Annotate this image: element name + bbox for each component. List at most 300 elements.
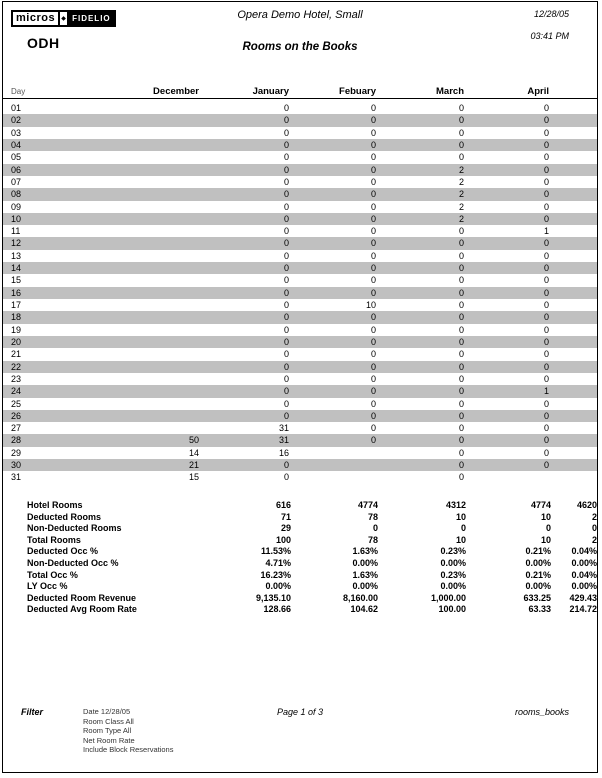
value-cell: [53, 188, 199, 200]
value-cell: 0: [283, 324, 289, 335]
value-cell: [53, 311, 199, 323]
value-cell: 21: [188, 460, 199, 471]
summary-value: 429.43: [569, 592, 597, 603]
filler-cell: [549, 151, 597, 163]
value-cell: 2: [458, 213, 464, 224]
value-cell: 1: [543, 226, 549, 237]
value-cell: 0: [283, 300, 289, 310]
summary-value: 0.23%: [440, 569, 466, 580]
summary-value: 0.04%: [571, 569, 597, 580]
value-cell: 0: [458, 250, 464, 261]
filler-cell: [549, 434, 597, 446]
value-cell: 0: [370, 373, 376, 384]
table-row: [3, 324, 597, 336]
value-cell: [53, 127, 199, 139]
value-cell: 0: [370, 287, 376, 298]
value-cell: 0: [283, 398, 289, 409]
value-cell: 0: [543, 164, 549, 175]
summary-value: 63.33: [528, 604, 551, 615]
filler-cell: [549, 385, 597, 397]
value-cell: 0: [458, 127, 464, 138]
summary-value: 0: [591, 523, 597, 534]
value-cell: [53, 299, 199, 311]
day-cell: 02: [11, 115, 22, 126]
column-header-filler: [549, 86, 597, 98]
value-cell: 0: [458, 152, 464, 163]
table-row: [3, 250, 597, 262]
table-row: [3, 139, 597, 151]
value-cell: 0: [458, 373, 464, 384]
summary-value: 11.53%: [260, 546, 291, 557]
value-cell: 0: [370, 176, 376, 187]
filler-cell: [549, 262, 597, 274]
day-cell: 21: [11, 349, 22, 360]
filler-cell: [549, 102, 597, 114]
value-cell: 0: [370, 275, 376, 286]
day-cell: 06: [11, 164, 22, 175]
table-row: [3, 262, 597, 274]
value-cell: 0: [370, 361, 376, 372]
table-row: [3, 348, 597, 360]
value-cell: 0: [543, 152, 549, 163]
day-cell: 18: [11, 312, 22, 323]
value-cell: 0: [458, 398, 464, 409]
property-code: ODH: [27, 35, 60, 51]
value-cell: 0: [370, 435, 376, 446]
value-cell: 0: [458, 447, 464, 458]
table-row: [3, 361, 597, 373]
value-cell: 50: [188, 435, 199, 446]
value-cell: 16: [278, 447, 289, 458]
summary-label: Deducted Avg Room Rate: [27, 604, 137, 615]
summary-value: 104.62: [350, 604, 378, 615]
value-cell: 0: [370, 410, 376, 421]
summary-row: [3, 512, 597, 524]
value-cell: 0: [370, 398, 376, 409]
summary-label: Hotel Rooms: [27, 500, 83, 510]
day-cell: 05: [11, 152, 22, 163]
summary-value: 10: [540, 511, 551, 522]
summary-value: 4774: [357, 500, 378, 510]
value-cell: 0: [543, 115, 549, 126]
filler-cell: [549, 127, 597, 139]
value-cell: 2: [458, 176, 464, 187]
table-row: [3, 225, 597, 237]
value-cell: 0: [370, 423, 376, 434]
summary-table: [3, 500, 597, 616]
value-cell: [53, 176, 199, 188]
page-number: Page 1 of 3: [276, 707, 324, 717]
filler-cell: [549, 176, 597, 188]
summary-row: [3, 535, 597, 547]
value-cell: 0: [370, 189, 376, 200]
report-date: 12/28/05: [533, 9, 569, 19]
day-cell: 13: [11, 250, 22, 261]
value-cell: [53, 373, 199, 385]
filler-cell: [549, 237, 597, 249]
value-cell: [53, 324, 199, 336]
day-cell: 10: [11, 213, 22, 224]
table-row: [3, 471, 597, 483]
table-row: [3, 385, 597, 397]
fidelio-logo-text: FIDELIO: [67, 10, 116, 27]
value-cell: 0: [283, 115, 289, 126]
value-cell: 0: [458, 472, 464, 483]
value-cell: 0: [283, 152, 289, 163]
value-cell: 1: [543, 386, 549, 397]
value-cell: 0: [458, 103, 464, 113]
value-cell: 0: [283, 275, 289, 286]
value-cell: 0: [543, 361, 549, 372]
table-row: [3, 422, 597, 434]
table-row: [3, 434, 597, 446]
table-row: [3, 201, 597, 213]
table-row: [3, 151, 597, 163]
value-cell: [53, 398, 199, 410]
summary-row: [3, 546, 597, 558]
report-time: 03:41 PM: [530, 31, 569, 41]
summary-value: 4774: [530, 500, 551, 510]
value-cell: 0: [543, 435, 549, 446]
value-cell: 0: [283, 176, 289, 187]
summary-value: 9,135.10: [255, 592, 291, 603]
table-row: [3, 459, 597, 471]
value-cell: 0: [543, 201, 549, 212]
column-header-december: December: [153, 86, 199, 97]
value-cell: [53, 361, 199, 373]
value-cell: 0: [283, 312, 289, 323]
summary-value: 78: [367, 534, 378, 545]
value-cell: 0: [283, 460, 289, 471]
filler-cell: [549, 361, 597, 373]
summary-value: 0.04%: [571, 546, 597, 557]
value-cell: 15: [188, 472, 199, 483]
summary-value: 0.00%: [440, 581, 466, 592]
summary-label: Deducted Rooms: [27, 511, 102, 522]
day-cell: 28: [11, 435, 22, 446]
filler-cell: [549, 287, 597, 299]
value-cell: 0: [370, 238, 376, 249]
value-cell: [53, 102, 199, 114]
value-cell: 0: [543, 300, 549, 310]
summary-value: 0.00%: [571, 581, 597, 592]
value-cell: 0: [458, 287, 464, 298]
column-header-march: March: [436, 86, 464, 97]
value-cell: 0: [370, 115, 376, 126]
table-row: [3, 176, 597, 188]
table-row: [3, 114, 597, 126]
value-cell: 0: [458, 226, 464, 237]
value-cell: 0: [283, 213, 289, 224]
value-cell: [289, 447, 376, 459]
day-cell: 20: [11, 336, 22, 347]
value-cell: [53, 114, 199, 126]
summary-value: 0.00%: [525, 581, 551, 592]
value-cell: 0: [370, 250, 376, 261]
summary-label: Deducted Room Revenue: [27, 592, 137, 603]
value-cell: 0: [543, 324, 549, 335]
value-cell: 0: [543, 103, 549, 113]
value-cell: 0: [283, 287, 289, 298]
summary-label: Non-Deducted Rooms: [27, 523, 122, 534]
value-cell: [53, 213, 199, 225]
value-cell: [53, 151, 199, 163]
summary-label: LY Occ %: [27, 581, 68, 592]
value-cell: 0: [458, 263, 464, 274]
value-cell: 0: [283, 103, 289, 113]
summary-value: 128.66: [263, 604, 291, 615]
value-cell: 0: [543, 349, 549, 360]
table-row: [3, 311, 597, 323]
value-cell: 0: [283, 373, 289, 384]
value-cell: 0: [543, 336, 549, 347]
value-cell: [53, 250, 199, 262]
summary-row: [3, 500, 597, 512]
summary-value: 100: [275, 534, 291, 545]
day-cell: 08: [11, 189, 22, 200]
summary-value: 4.71%: [265, 557, 291, 568]
table-row: [3, 336, 597, 348]
summary-value: 0.21%: [525, 546, 551, 557]
summary-value: 2: [591, 534, 597, 545]
day-cell: 16: [11, 287, 22, 298]
summary-value: 0.00%: [352, 557, 378, 568]
summary-value: 100.00: [438, 604, 466, 615]
value-cell: 0: [543, 176, 549, 187]
value-cell: 0: [283, 472, 289, 483]
summary-value: 10: [455, 534, 466, 545]
diamond-icon: ◆: [60, 10, 67, 27]
day-cell: 01: [11, 103, 22, 113]
filler-cell: [549, 336, 597, 348]
value-cell: [53, 225, 199, 237]
value-cell: [53, 237, 199, 249]
filler-cell: [549, 213, 597, 225]
value-cell: 0: [370, 386, 376, 397]
value-cell: [53, 164, 199, 176]
value-cell: 0: [283, 361, 289, 372]
value-cell: 0: [543, 250, 549, 261]
day-cell: 25: [11, 398, 22, 409]
value-cell: 0: [370, 263, 376, 274]
filter-line: Date 12/28/05: [83, 707, 131, 716]
value-cell: 0: [283, 201, 289, 212]
summary-value: 78: [367, 511, 378, 522]
value-cell: 0: [458, 115, 464, 126]
summary-value: 4312: [445, 500, 466, 510]
value-cell: 0: [543, 423, 549, 434]
value-cell: 0: [458, 300, 464, 310]
value-cell: 0: [458, 349, 464, 360]
column-header-january: January: [252, 86, 289, 97]
table-row: [3, 164, 597, 176]
summary-row: [3, 604, 597, 616]
filler-cell: [549, 114, 597, 126]
table-row: [3, 188, 597, 200]
filler-cell: [549, 139, 597, 151]
value-cell: 0: [543, 139, 549, 150]
value-cell: 0: [283, 226, 289, 237]
column-header-febuary: Febuary: [339, 86, 376, 97]
summary-label: Total Occ %: [27, 569, 78, 580]
value-cell: 0: [543, 275, 549, 286]
filter-line: Include Block Reservations: [83, 745, 174, 755]
value-cell: [289, 471, 376, 483]
summary-value: 4620: [576, 500, 597, 510]
value-cell: 2: [458, 164, 464, 175]
filler-cell: [549, 447, 597, 459]
value-cell: 0: [543, 287, 549, 298]
value-cell: 0: [370, 103, 376, 113]
day-cell: 07: [11, 176, 22, 187]
summary-value: 71: [280, 511, 291, 522]
value-cell: 0: [458, 410, 464, 421]
summary-row: [3, 523, 597, 535]
value-cell: 0: [543, 447, 549, 458]
day-cell: 24: [11, 386, 22, 397]
day-rows-table: [3, 102, 597, 484]
table-row: [3, 447, 597, 459]
summary-value: 2: [591, 511, 597, 522]
filler-cell: [549, 410, 597, 422]
day-cell: 15: [11, 275, 22, 286]
filler-cell: [549, 164, 597, 176]
value-cell: [53, 201, 199, 213]
value-cell: 0: [543, 127, 549, 138]
summary-value: 0.23%: [440, 546, 466, 557]
value-cell: 0: [458, 361, 464, 372]
value-cell: 0: [370, 152, 376, 163]
value-cell: [289, 459, 376, 471]
filler-cell: [549, 311, 597, 323]
day-cell: 19: [11, 324, 22, 335]
summary-value: 0.00%: [525, 557, 551, 568]
day-cell: 03: [11, 127, 22, 138]
value-cell: 0: [370, 213, 376, 224]
summary-value: 0: [545, 523, 551, 534]
value-cell: 0: [370, 127, 376, 138]
summary-value: 0: [460, 523, 466, 534]
hotel-name: Opera Demo Hotel, Small: [237, 9, 363, 21]
value-cell: 0: [458, 312, 464, 323]
day-cell: 29: [11, 447, 22, 458]
summary-value: 0: [372, 523, 378, 534]
summary-value: 616: [275, 500, 291, 510]
filler-cell: [549, 459, 597, 471]
column-header-day: Day: [11, 87, 26, 96]
summary-value: 8,160.00: [342, 592, 378, 603]
value-cell: 0: [370, 336, 376, 347]
summary-label: Non-Deducted Occ %: [27, 557, 119, 568]
value-cell: [53, 274, 199, 286]
summary-value: 16.23%: [260, 569, 291, 580]
value-cell: 14: [188, 447, 199, 458]
table-row: [3, 274, 597, 286]
value-cell: [53, 385, 199, 397]
summary-row: [3, 558, 597, 570]
table-row: [3, 373, 597, 385]
day-cell: 22: [11, 361, 22, 372]
value-cell: [53, 348, 199, 360]
summary-value: 0.00%: [440, 557, 466, 568]
summary-label: Deducted Occ %: [27, 546, 99, 557]
value-cell: 0: [458, 238, 464, 249]
value-cell: 0: [370, 226, 376, 237]
table-row: [3, 102, 597, 114]
micros-logo-text: micros: [11, 10, 60, 27]
value-cell: [53, 410, 199, 422]
value-cell: 2: [458, 189, 464, 200]
value-cell: [53, 139, 199, 151]
value-cell: 0: [543, 263, 549, 274]
filter-line: Room Type All: [83, 726, 132, 736]
table-row: [3, 398, 597, 410]
table-row: [3, 237, 597, 249]
value-cell: 2: [458, 201, 464, 212]
filler-cell: [549, 348, 597, 360]
value-cell: 0: [283, 386, 289, 397]
summary-value: 214.72: [569, 604, 597, 615]
summary-value: 10: [455, 511, 466, 522]
filter-line: Room Class All: [83, 716, 134, 726]
value-cell: 0: [543, 312, 549, 323]
day-cell: 12: [11, 238, 22, 249]
value-cell: 0: [370, 349, 376, 360]
summary-value: 0.00%: [352, 581, 378, 592]
filler-cell: [549, 422, 597, 434]
filler-cell: [549, 324, 597, 336]
summary-value: 0.21%: [525, 569, 551, 580]
filler-cell: [549, 188, 597, 200]
filter-label: Filter: [21, 707, 44, 717]
value-cell: [464, 471, 549, 483]
day-cell: 09: [11, 201, 22, 212]
value-cell: 0: [370, 164, 376, 175]
value-cell: 0: [283, 139, 289, 150]
value-cell: 0: [543, 213, 549, 224]
value-cell: 0: [283, 238, 289, 249]
value-cell: 0: [543, 460, 549, 471]
value-cell: 0: [370, 201, 376, 212]
summary-value: 0.00%: [265, 581, 291, 592]
filler-cell: [549, 250, 597, 262]
value-cell: 0: [458, 423, 464, 434]
value-cell: 0: [283, 250, 289, 261]
filter-line: Net Room Rate: [83, 735, 135, 745]
day-cell: 04: [11, 139, 22, 150]
day-cell: 23: [11, 373, 22, 384]
summary-value: 10: [540, 534, 551, 545]
filler-cell: [549, 373, 597, 385]
value-cell: 0: [543, 189, 549, 200]
value-cell: [53, 422, 199, 434]
summary-label: Total Rooms: [27, 534, 81, 545]
summary-row: [3, 570, 597, 582]
summary-value: 1.63%: [352, 546, 378, 557]
value-cell: 0: [370, 324, 376, 335]
value-cell: 0: [370, 312, 376, 323]
value-cell: 0: [543, 373, 549, 384]
value-cell: 31: [278, 423, 289, 434]
summary-value: 1,000.00: [430, 592, 466, 603]
table-row: [3, 287, 597, 299]
value-cell: 0: [283, 349, 289, 360]
summary-row: [3, 581, 597, 593]
value-cell: 0: [283, 410, 289, 421]
day-cell: 31: [11, 472, 22, 483]
value-cell: 0: [458, 435, 464, 446]
value-cell: 0: [370, 139, 376, 150]
